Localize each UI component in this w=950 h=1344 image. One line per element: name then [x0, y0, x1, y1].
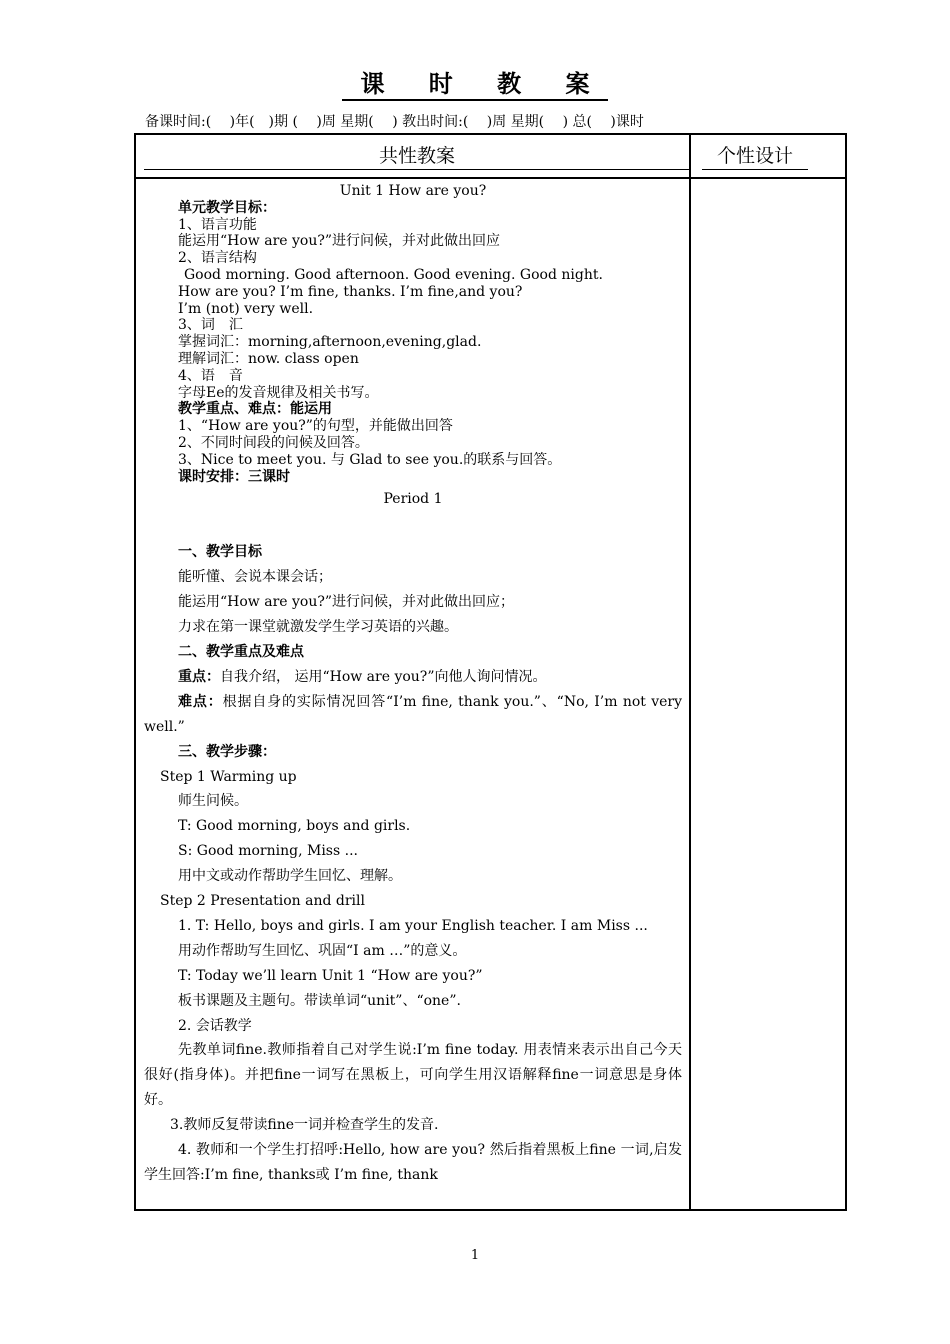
- unit-line: How are you? I’m fine, thanks. I’m fine,and you?: [178, 283, 523, 300]
- lesson-plan-table: [134, 133, 847, 1211]
- section-heading: 二、教学重点及难点: [178, 643, 304, 660]
- unit-line: 1、语言功能: [178, 216, 257, 233]
- step-line: 3.教师反复带读fine一词并检查学生的发音.: [170, 1117, 439, 1134]
- unit-title: Unit 1 How are you?: [339, 183, 487, 199]
- step-line: 师生问候。: [178, 793, 248, 810]
- common-plan-header: 共性教案: [144, 143, 690, 170]
- common-plan-content: [144, 183, 682, 1188]
- page-number: 1: [470, 1248, 480, 1263]
- page-title: 课 时 教 案: [0, 64, 950, 99]
- unit-line: 教学重点、难点：能运用: [178, 401, 332, 418]
- step-paragraph: 1. T: Hello, boys and girls. I am your English teacher. I am Miss ...: [178, 917, 648, 934]
- objective-line: 能运用“How are you?”进行问候，并对此做出回应；: [178, 594, 515, 611]
- objective-line: 能听懂、会说本课会话；: [178, 569, 332, 586]
- unit-line: 课时安排：三课时: [178, 468, 290, 485]
- unit-line: 单元教学目标：: [178, 199, 276, 216]
- difficult-point: 难点：根据自身的实际情况回答“I’m fine, thank you.”、“No, I’m not very well.”: [144, 693, 682, 735]
- unit-line: 3、词 汇: [178, 317, 243, 334]
- section-heading: 一、教学目标: [178, 544, 262, 561]
- schedule-line: 备课时间:( )年( )期 ( )周 星期( ) 教出时间:( )周 星期( ) 总( )课时: [145, 114, 644, 130]
- unit-line: 1、“How are you?”的句型，并能做出回答: [178, 418, 453, 435]
- step-heading: Step 2 Presentation and drill: [160, 893, 365, 910]
- step-paragraph: 先教单词fine.教师指着自己对学生说:I’m fine today. 用表情来表示出自己今天很好(指身体)。并把fine一词写在黑板上，可向学生用汉语解释fine一词意思是身体好。: [144, 1042, 682, 1109]
- step-line: 用中文或动作帮助学生回忆、理解。: [178, 868, 402, 885]
- step-line: 2. 会话教学: [178, 1017, 252, 1034]
- unit-line: 2、不同时间段的问候及回答。: [178, 434, 369, 451]
- unit-line: 掌握词汇：morning,afternoon,evening,glad.: [178, 334, 482, 351]
- step-line: S: Good morning, Miss ...: [178, 843, 358, 860]
- unit-line: Good morning. Good afternoon. Good evening. Good night.: [184, 266, 603, 283]
- unit-line: 2、语言结构: [178, 250, 257, 267]
- key-point: 重点：自我介绍， 运用“How are you?”向他人询问情况。: [178, 668, 547, 685]
- unit-line: 4、语 音: [178, 367, 243, 384]
- step-line: T: Today we’ll learn Unit 1 “How are you?”: [178, 967, 483, 984]
- step-heading: Step 1 Warming up: [160, 768, 297, 785]
- section-heading: 三、教学步骤：: [178, 743, 276, 760]
- step-line: 用动作帮助写生回忆、巩固“I am …”的意义。: [178, 942, 467, 959]
- unit-line: I’m (not) very well.: [178, 300, 314, 317]
- unit-line: 字母Ee的发音规律及相关书写。: [178, 384, 379, 401]
- personal-design-header: 个性设计: [702, 143, 808, 170]
- period-heading: Period 1: [383, 491, 443, 508]
- header-divider: [136, 177, 845, 179]
- step-line: T: Good morning, boys and girls.: [178, 818, 411, 835]
- column-divider: [689, 135, 691, 1209]
- unit-line: 能运用“How are you?”进行问候，并对此做出回应: [178, 233, 501, 250]
- step-line: 板书课题及主题句。带读单词“unit”、“one”.: [178, 992, 461, 1009]
- unit-line: 3、Nice to meet you. 与 Glad to see you.的联系与回答。: [178, 451, 562, 468]
- objective-line: 力求在第一课堂就激发学生学习英语的兴趣。: [178, 619, 458, 636]
- unit-line: 理解词汇：now. class open: [178, 350, 359, 367]
- step-paragraph: 4. 教师和一个学生打招呼:Hello, how are you? 然后指着黑板上fine 一词,启发学生回答:I’m fine, thanks或 I’m fine, thank: [144, 1142, 682, 1183]
